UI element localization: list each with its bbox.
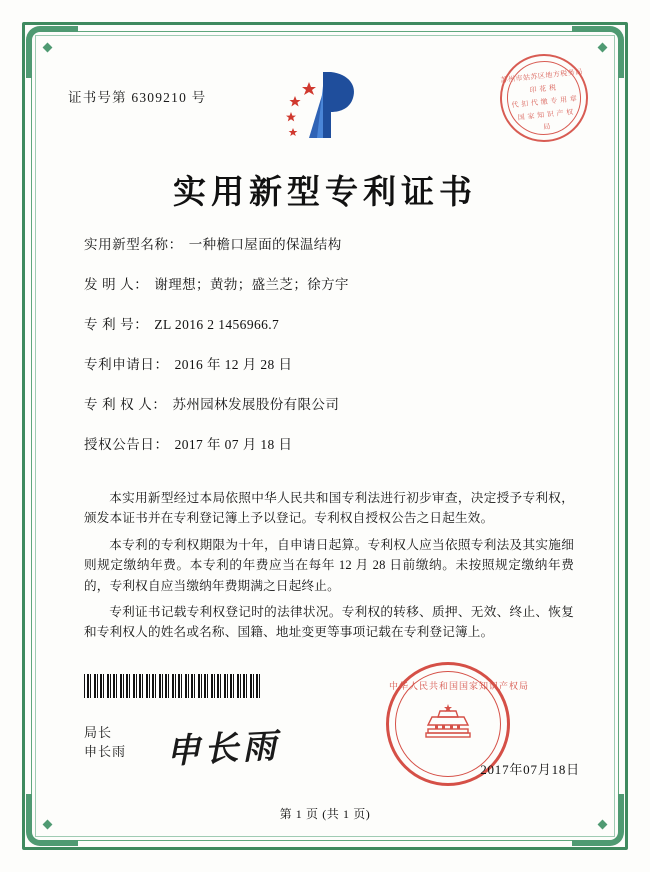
field-value: 2017 年 07 月 18 日	[174, 437, 293, 452]
signatory-name: 申长雨	[84, 744, 127, 760]
field-row-patent-number	[84, 318, 582, 332]
field-label: 专 利 号：	[84, 317, 149, 332]
field-row-utility-model-name	[84, 238, 582, 252]
field-label: 专 利 权 人：	[84, 397, 167, 412]
barcode	[84, 674, 260, 698]
field-label: 实用新型名称：	[84, 237, 183, 252]
legal-body-text	[84, 488, 574, 649]
page-title: 实用新型专利证书	[173, 175, 477, 211]
field-label: 发 明 人：	[84, 277, 149, 292]
tax-stamp-seal	[496, 50, 593, 147]
signatory-block	[84, 724, 126, 762]
field-row-patentee	[84, 398, 582, 412]
page-number-footer: 第 1 页 (共 1 页)	[279, 807, 371, 821]
field-value: ZL 2016 2 1456966.7	[154, 317, 280, 332]
seal-arc-text-top: 中华人民共和国国家知识产权局	[389, 681, 530, 691]
certificate-content	[48, 48, 602, 824]
field-label: 专利申请日：	[84, 357, 169, 372]
handwritten-signature: 申长雨	[165, 728, 282, 771]
field-value: 一种檐口屋面的保温结构	[188, 237, 342, 252]
issue-date: 2017年07月18日	[480, 762, 580, 777]
national-emblem-icon	[422, 703, 474, 745]
seal-text-line-5: 局	[542, 122, 552, 132]
field-row-announcement-date	[84, 438, 582, 452]
field-row-inventors	[84, 278, 582, 292]
seal-text-line-3: 代 扣 代 缴 专 用 章	[511, 94, 578, 110]
legal-paragraph-2: 本专利的专利权期限为十年，自申请日起算。专利权人应当依照专利法及其实施细则规定缴纳年费。本专利的年费应当在每年 12 月 28 日前缴纳。未按照规定缴纳年费的，专利权自应当缴纳年费期满之日起终止。	[84, 537, 574, 593]
patent-fields	[84, 238, 582, 478]
field-value: 2016 年 12 月 28 日	[174, 357, 293, 372]
field-value: 谢理想；黄勃；盛兰芝；徐方宇	[154, 277, 349, 292]
cnipa-logo-icon	[279, 68, 371, 142]
signatory-title: 局长	[84, 725, 113, 741]
seal-text-line-1: 苏州市姑苏区地方税务局	[500, 67, 584, 85]
field-label: 授权公告日：	[84, 437, 169, 452]
legal-paragraph-3: 专利证书记载专利权登记时的法律状况。专利权的转移、质押、无效、终止、恢复和专利权人的姓名或名称、国籍、地址变更等事项记载在专利登记簿上。	[84, 604, 574, 640]
field-row-application-date	[84, 358, 582, 372]
legal-paragraph-1: 本实用新型经过本局依照中华人民共和国专利法进行初步审查，决定授予专利权，颁发本证书并在专利登记簿上予以登记。专利权自授权公告之日起生效。	[84, 491, 574, 526]
field-value: 苏州园林发展股份有限公司	[172, 397, 340, 412]
seal-text-line-2: 印 花 税	[529, 83, 557, 95]
certificate-number: 证书号第 6309210 号	[68, 90, 207, 105]
seal-text-line-4: 国 家 知 识 产 权	[517, 107, 575, 122]
